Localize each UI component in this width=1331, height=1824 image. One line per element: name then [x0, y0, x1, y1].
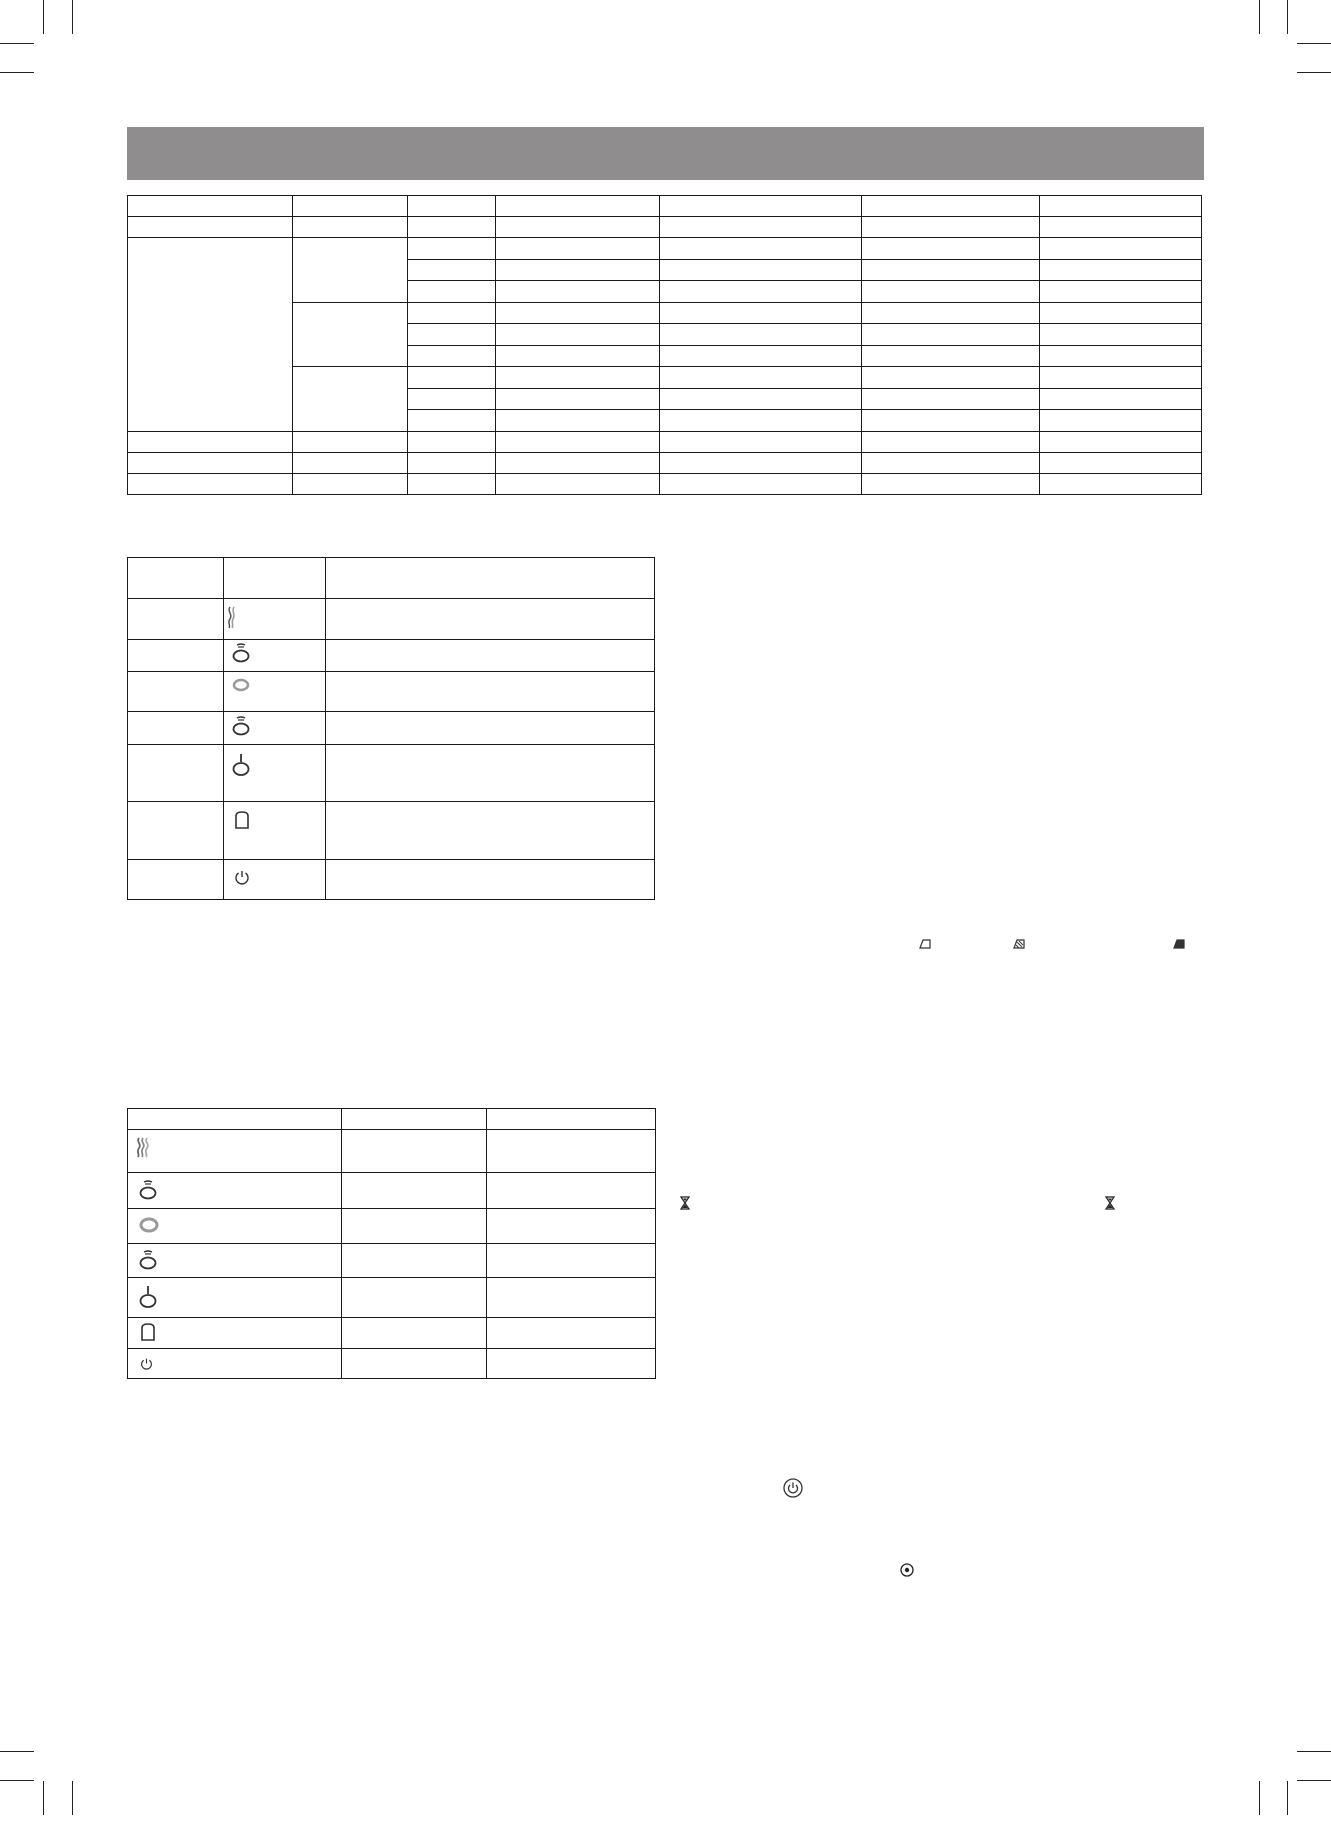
crop-mark — [1297, 1780, 1331, 1781]
bowl-icon — [139, 1250, 157, 1270]
crop-mark — [72, 0, 73, 34]
start-button-icon — [900, 1563, 914, 1582]
pot-icon — [139, 1285, 157, 1309]
crop-mark — [1259, 1781, 1260, 1815]
table-row — [128, 640, 655, 672]
crop-mark — [1287, 1781, 1288, 1815]
table-row — [128, 558, 655, 599]
table-row — [128, 238, 1202, 260]
crop-mark — [0, 43, 34, 44]
indicator-table — [127, 557, 655, 900]
table-row — [128, 1130, 656, 1173]
bread-icon — [140, 1323, 156, 1341]
crop-mark — [1297, 72, 1331, 73]
bread-icon — [234, 811, 250, 829]
header-band — [127, 127, 1204, 180]
bowl-icon — [139, 1180, 157, 1200]
table-row — [128, 745, 655, 802]
crop-mark — [72, 1781, 73, 1815]
table-row — [128, 474, 1202, 495]
crop-mark — [1259, 0, 1260, 34]
table-row — [128, 1209, 656, 1244]
table-row — [128, 1109, 656, 1130]
pot-icon — [232, 753, 250, 777]
table-row — [128, 196, 1202, 217]
table-row — [128, 432, 1202, 453]
table-row — [128, 1173, 656, 1209]
crop-mark — [1297, 43, 1331, 44]
ring-icon — [139, 1217, 159, 1233]
crust-dark-icon — [1172, 937, 1186, 955]
crop-mark — [1297, 1751, 1331, 1752]
program-table — [127, 195, 1202, 495]
power-icon — [140, 1357, 153, 1370]
table-row — [128, 860, 655, 900]
table-row — [128, 1278, 656, 1318]
table-row — [128, 599, 655, 640]
table-row — [128, 712, 655, 745]
table-row — [128, 672, 655, 712]
hourglass-icon — [1105, 1196, 1115, 1215]
table-row — [128, 802, 655, 860]
hourglass-icon — [680, 1196, 690, 1215]
bowl-icon — [232, 716, 250, 736]
power-icon — [783, 1478, 803, 1503]
crop-mark — [0, 72, 34, 73]
table-row — [128, 1349, 656, 1379]
crust-light-icon — [918, 937, 932, 955]
crop-mark — [43, 1781, 44, 1815]
crust-medium-icon — [1012, 937, 1026, 955]
steam-icon — [135, 1136, 151, 1158]
table-row — [128, 217, 1202, 238]
ring-icon — [232, 678, 250, 692]
table-row — [128, 1318, 656, 1349]
power-icon — [234, 869, 250, 885]
crop-mark — [0, 1780, 34, 1781]
table-row — [128, 453, 1202, 474]
crop-mark — [43, 0, 44, 34]
indicator-values-table — [127, 1108, 656, 1379]
crop-mark — [1287, 0, 1288, 34]
table-row — [128, 1244, 656, 1278]
steam-icon — [226, 605, 236, 629]
bowl-icon — [232, 643, 250, 663]
crop-mark — [0, 1751, 34, 1752]
